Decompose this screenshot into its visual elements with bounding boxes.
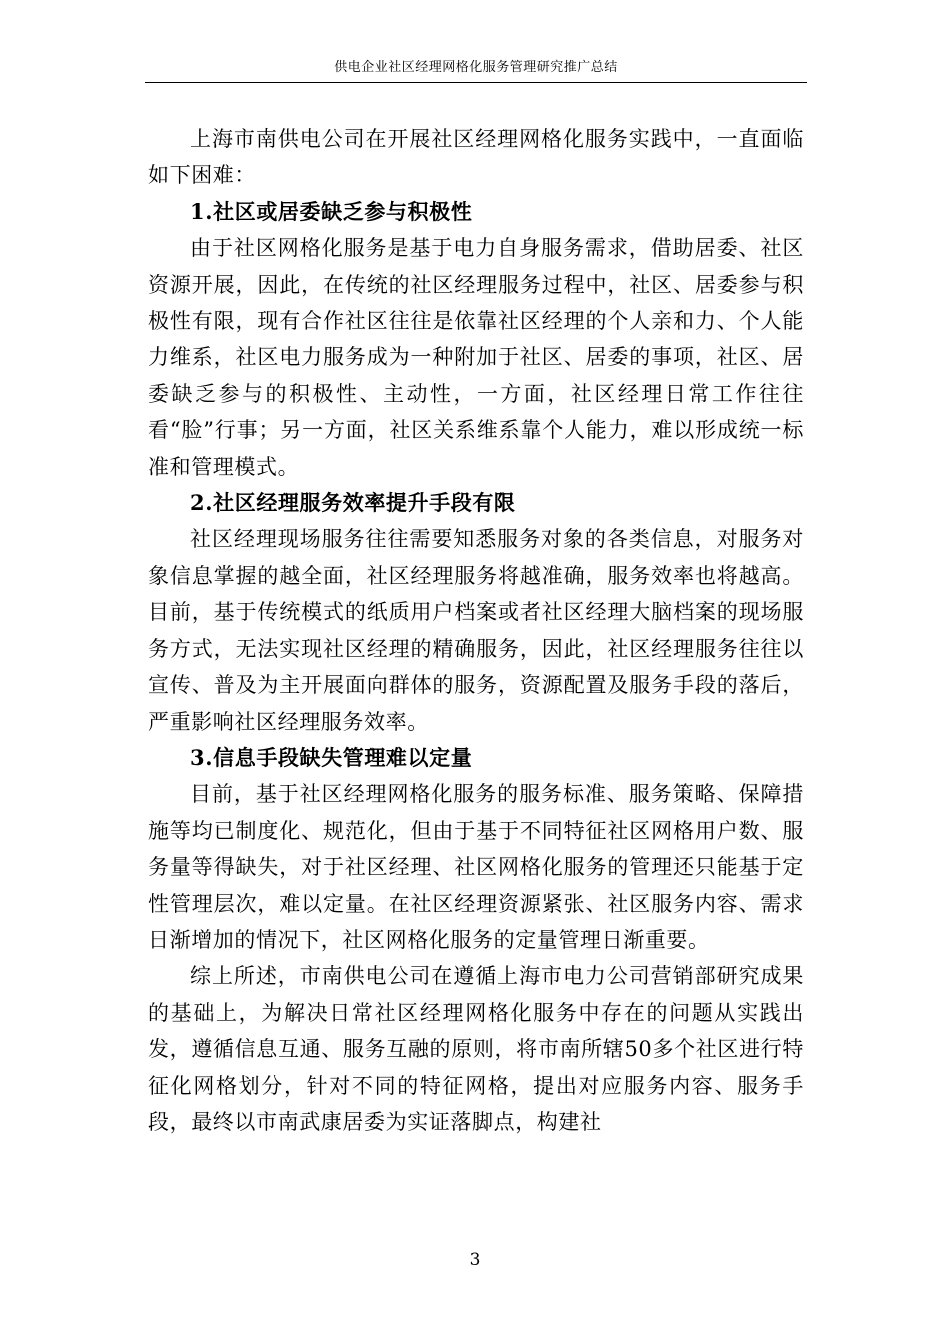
section-paragraph-3: 目前，基于社区经理网格化服务的服务标准、服务策略、保障措施等均已制度化、规范化，但由于基于不同特征社区网格用户数、服务量等得缺失，对于社区经理、社区网格化服务的管理还只能基于定性管理层次，难以定量。在社区经理资源紧张、社区服务内容、需求日渐增加的情况下，社区网格化服务的定量管理日渐重要。	[148, 782, 804, 952]
conclusion-paragraph: 综上所述，市南供电公司在遵循上海市电力公司营销部研究成果的基础上，为解决日常社区经理网格化服务中存在的问题从实践出发，遵循信息互通、服务互融的原则，将市南所辖50多个社区进行特征化网格划分，针对不同的特征网格，提出对应服务内容、服务手段，最终以市南武康居委为实证落脚点，构建社	[148, 964, 804, 1134]
running-header: 供电企业社区经理网格化服务管理研究推广总结	[334, 60, 618, 75]
document-body	[148, 121, 804, 1140]
page-number: 3	[469, 1250, 481, 1270]
section-heading-2: 2.社区经理服务效率提升手段有限	[190, 490, 516, 516]
section-paragraph-2: 社区经理现场服务往往需要知悉服务对象的各类信息，对服务对象信息掌握的越全面，社区经理服务将越准确，服务效率也将越高。目前，基于传统模式的纸质用户档案或者社区经理大脑档案的现场服务方式，无法实现社区经理的精确服务，因此，社区经理服务往往以宣传、普及为主开展面向群体的服务，资源配置及服务手段的落后，严重影响社区经理服务效率。	[148, 527, 804, 734]
section-heading-1: 1.社区或居委缺乏参与积极性	[190, 198, 473, 224]
section-heading-3: 3.信息手段缺失管理难以定量	[190, 744, 473, 770]
section-paragraph-1: 由于社区网格化服务是基于电力自身服务需求，借助居委、社区资源开展，因此，在传统的社区经理服务过程中，社区、居委参与积极性有限，现有合作社区往往是依靠社区经理的个人亲和力、个人能力维系，社区电力服务成为一种附加于社区、居委的事项，社区、居委缺乏参与的积极性、主动性，一方面，社区经理日常工作往往看“脸”行事；另一方面，社区关系维系靠个人能力，难以形成统一标准和管理模式。	[148, 236, 804, 479]
intro-paragraph: 上海市南供电公司在开展社区经理网格化服务实践中，一直面临如下困难：	[148, 127, 804, 188]
header-divider	[145, 82, 807, 83]
